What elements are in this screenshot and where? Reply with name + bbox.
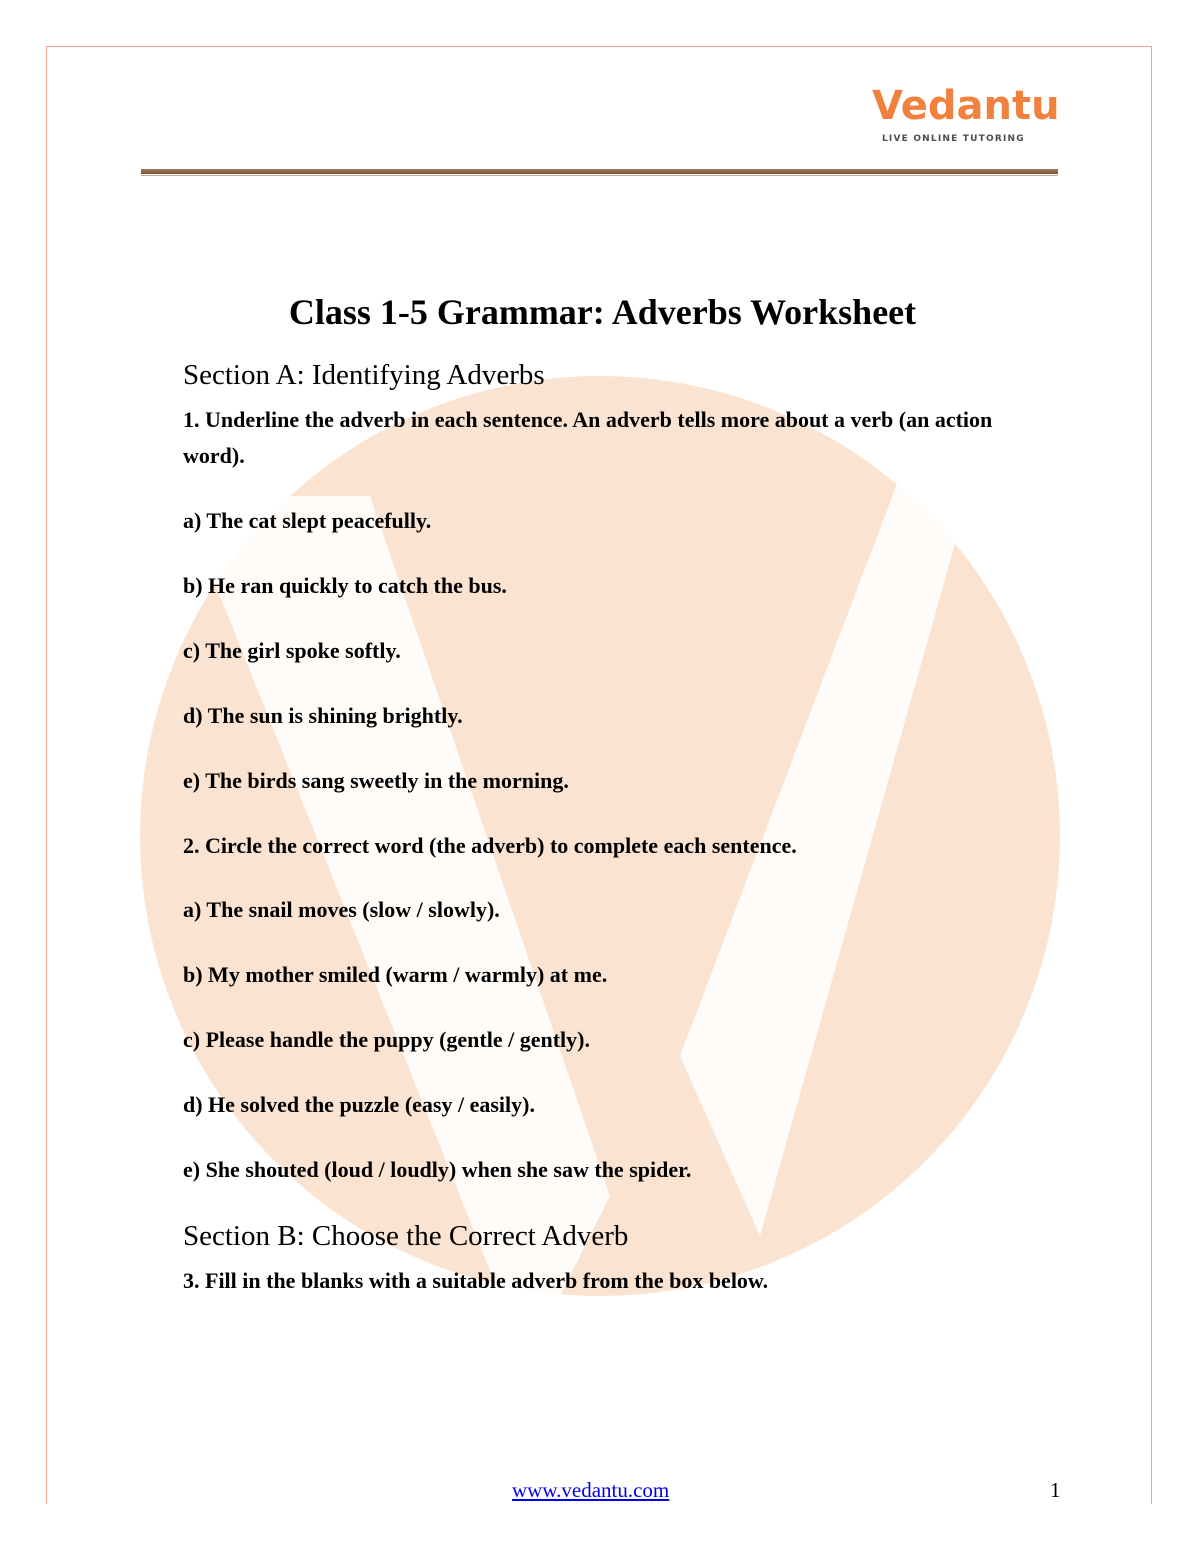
header-divider bbox=[141, 169, 1058, 174]
logo-tagline: LIVE ONLINE TUTORING bbox=[882, 134, 1025, 144]
section-a-heading: Section A: Identifying Adverbs bbox=[183, 359, 545, 391]
question-1-item-e: e) The birds sang sweetly in the morning. bbox=[183, 768, 569, 793]
question-2-item-b: b) My mother smiled (warm / warmly) at me. bbox=[183, 962, 608, 987]
question-2-item-d: d) He solved the puzzle (easy / easily). bbox=[183, 1092, 535, 1117]
vedantu-logo bbox=[872, 83, 1060, 154]
question-2-prompt: 2. Circle the correct word (the adverb) to complete each sentence. bbox=[183, 833, 797, 858]
question-1-item-d: d) The sun is shining brightly. bbox=[183, 703, 463, 728]
footer-website-link[interactable]: www.vedantu.com bbox=[512, 1478, 670, 1502]
question-2-item-e: e) She shouted (loud / loudly) when she saw the spider. bbox=[183, 1157, 692, 1182]
question-1-item-a: a) The cat slept peacefully. bbox=[183, 508, 432, 533]
worksheet-title: Class 1-5 Grammar: Adverbs Worksheet bbox=[288, 292, 917, 332]
logo-wordmark: Vedantu bbox=[872, 83, 1060, 129]
page-number: 1 bbox=[1050, 1478, 1061, 1502]
question-1-item-c: c) The girl spoke softly. bbox=[183, 638, 401, 663]
question-1-item-b: b) He ran quickly to catch the bus. bbox=[183, 573, 507, 598]
question-1-prompt: 1. Underline the adverb in each sentence. An adverb tells more about a verb (an action word). bbox=[183, 407, 993, 468]
question-2-item-a: a) The snail moves (slow / slowly). bbox=[183, 897, 500, 922]
section-b-heading: Section B: Choose the Correct Adverb bbox=[183, 1220, 629, 1252]
question-3-prompt: 3. Fill in the blanks with a suitable adverb from the box below. bbox=[183, 1268, 769, 1293]
question-2-item-c: c) Please handle the puppy (gentle / gently). bbox=[183, 1027, 590, 1052]
header-divider-shadow bbox=[141, 175, 1058, 176]
